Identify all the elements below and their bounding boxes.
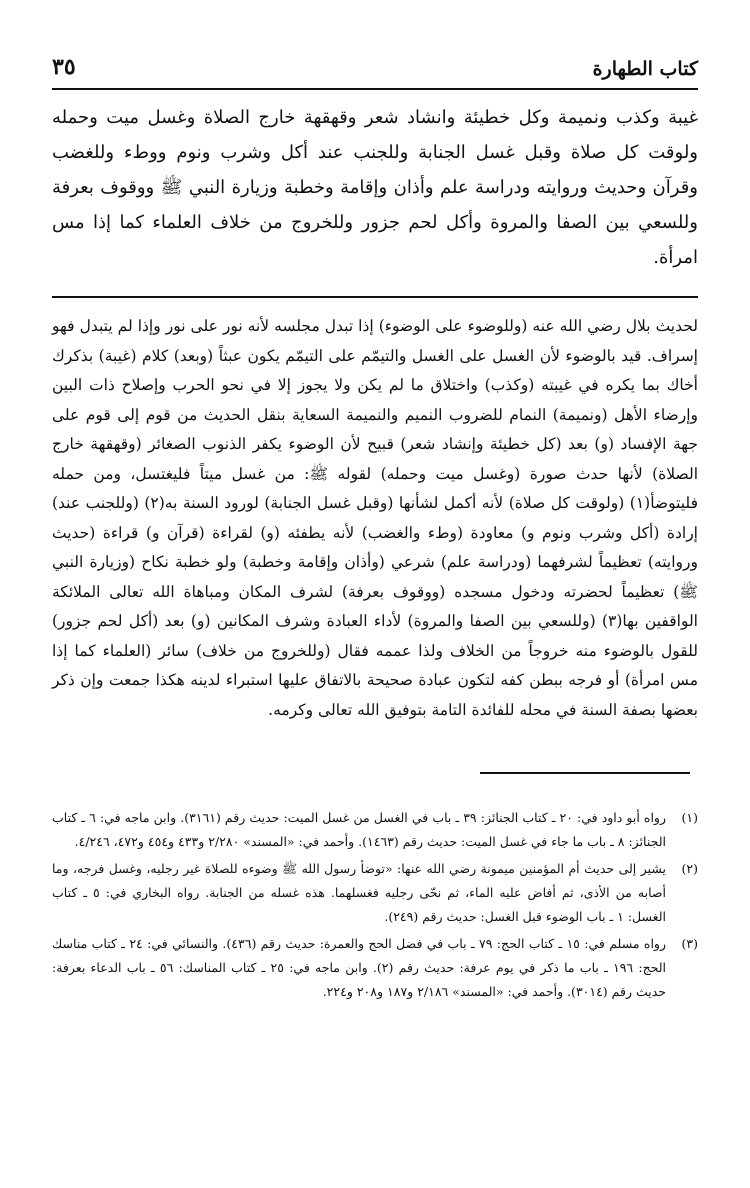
section-divider xyxy=(52,296,698,298)
footnote-3 xyxy=(52,932,698,1004)
main-text xyxy=(52,100,698,275)
footnote-number: (٢) xyxy=(681,861,698,876)
footnote-text: رواه مسلم في: ١٥ ـ كتاب الحج: ٧٩ ـ باب في فضل الحج والعمرة: حديث رقم (٤٣٦). والنسائي في: ٢٤ ـ كتاب مناسك الحج: ١٩٦ ـ باب ما ذكر في يوم عرفة: حديث رقم (٢). وابن ماجه في: ٢٥ ـ كتاب المناسك: ٥٦ ـ باب الدعاء بعرفة: حديث رقم (٣٠١٤). وأحمد في: «المسند» ٢/١٨٦ و١٨٧ و٢٠٨ و٢٢٤. xyxy=(52,936,666,999)
footnote-2 xyxy=(52,857,698,929)
commentary-text xyxy=(52,312,698,725)
footnote-divider xyxy=(480,772,690,774)
commentary-paragraph: لحديث بلال رضي الله عنه (وللوضوء على الوضوء) إذا تبدل مجلسه لأنه نور على نور وإذا لم يتبدل فهو إسراف. قيد بالوضوء لأن الغسل على الغسل والتيمّم على التيمّم يكون عبثاً (وبعد) كلام (غيبة) بذكرك أخاك بما يكره في غيبته (وكذب) واختلاق ما لم يكن ولا يجوز إلا في نحو الحرب وإصلاح ذات البين وإرضاء الأهل (ونميمة) النمام للضروب النميم والنميمة السعاية بنقل الحديث من قوم إلى قوم على جهة الإفساد (و) بعد (كل خطيئة وإنشاد شعر) قبيح لأن الوضوء يكفر الذنوب الصغائر (وقهقهة خارج الصلاة) لأنها حدث صورة (وغسل ميت وحمله) لقوله ﷺ: من غسل ميتاً فليغتسل، ومن حمله فليتوضأ(١) (ولوقت كل صلاة) لأنه أكمل لشأنها (وقبل غسل الجنابة) لورود السنة به(٢) (وللجنب عند) إرادة (أكل وشرب ونوم و) معاودة (وطء والغضب) لأنه يطفئه (و) لقراءة (قرآن و) قراءة (حديث وروايته) تعظيماً لشرفهما (ودراسة علم) شرعي (وأذان وإقامة وخطبة) ولو خطبة نكاح (وزيارة النبي ﷺ) تعظيماً لحضرته ودخول مسجده (ووقوف بعرفة) لشرف المكان ومباهاة الله تعالى الملائكة الواقفين بها(٣) (وللسعي بين الصفا والمروة) لأداء العبادة وشرف المكانين (و) بعد (أكل لحم جزور) للقول بالوضوء منه خروجاً من الخلاف ولذا عممه فقال (وللخروج من خلاف) سائر (العلماء كما إذا مس امرأة) أو فرجه ببطن كفه لتكون عبادة صحيحة بالاتفاق عليها استبراء لدينه هكذا جمعت وإن ذكر بعضها بصفة السنة في محله للفائدة التامة بتوفيق الله تعالى وكرمه. xyxy=(52,317,698,719)
footnote-number: (١) xyxy=(681,810,698,825)
footnote-number: (٣) xyxy=(681,936,698,951)
footnote-text: يشير إلى حديث أم المؤمنين ميمونة رضي الله عنها: «توضأ رسول الله ﷺ وضوءه للصلاة غير رجليه، وغسل فرجه، وما أصابه من الأذى، ثم أفاض عليه الماء، ثم نحّى رجليه فغسلهما. هذه غسله من الجنابة. رواه البخاري في: ٥ ـ كتاب الغسل: ١ ـ باب الوضوء قبل الغسل: حديث رقم (٢٤٩). xyxy=(52,861,666,924)
main-text-paragraph: غيبة وكذب ونميمة وكل خطيئة وانشاد شعر وقهقهة خارج الصلاة وغسل ميت وحمله ولوقت كل صلاة وقبل غسل الجنابة وللجنب عند أكل وشرب ونوم ووطء وللغضب وقرآن وحديث وروايته ودراسة علم وأذان وإقامة وخطبة وزيارة النبي ﷺ ووقوف بعرفة وللسعي بين الصفا والمروة وأكل لحم جزور وللخروج من خلاف العلماء كما إذا مس امرأة. xyxy=(52,107,698,268)
footnotes xyxy=(52,806,698,1007)
footnote-text: رواه أبو داود في: ٢٠ ـ كتاب الجنائز: ٣٩ ـ باب في الغسل من غسل الميت: حديث رقم (٣١٦١). وابن ماجه في: ٦ ـ كتاب الجنائز: ٨ ـ باب ما جاء في غسل الميت: حديث رقم (١٤٦٣). وأحمد في: «المسند» ٢/٢٨٠ و٤٣٣ و٤٥٤ و٤٧٢، ٤/٢٤٦. xyxy=(52,810,667,849)
page-header xyxy=(52,44,698,90)
footnote-1 xyxy=(52,806,698,854)
book-title: كتاب الطهارة xyxy=(592,58,698,80)
page-number: ٣٥ xyxy=(52,54,76,80)
